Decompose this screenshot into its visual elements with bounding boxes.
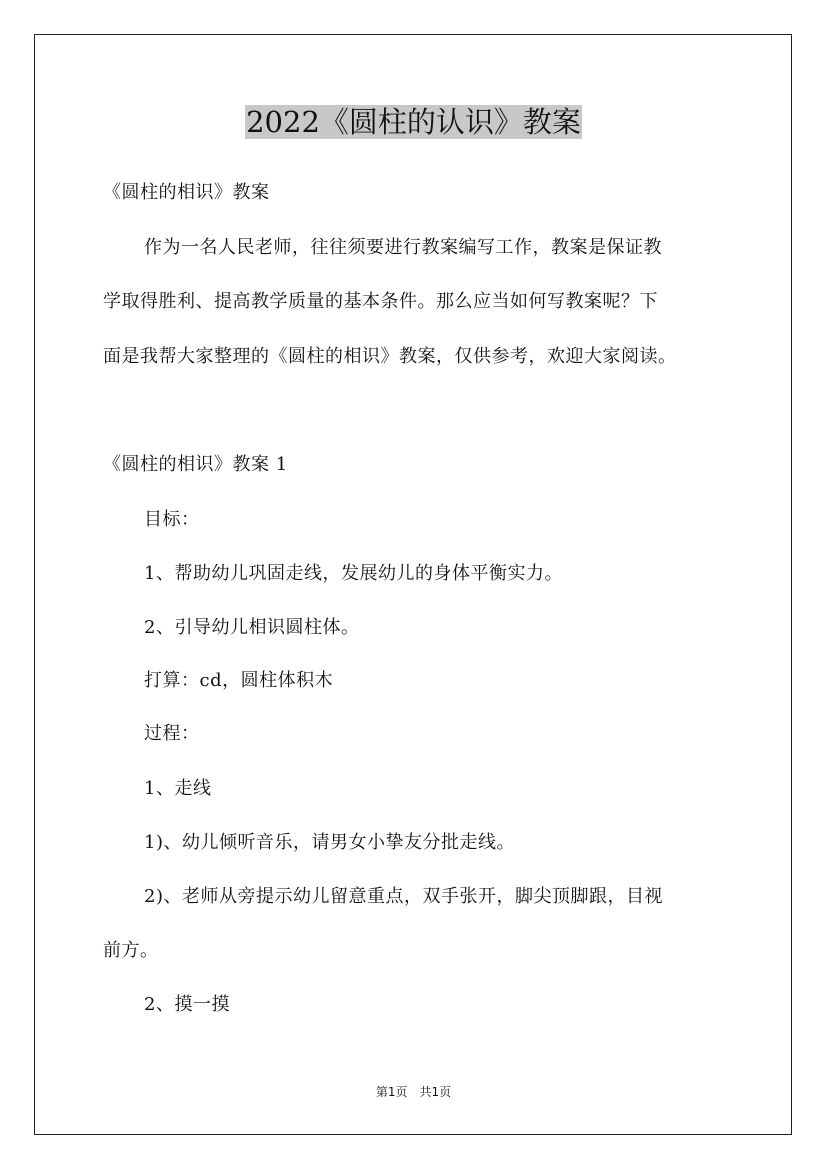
intro-line-1: 作为一名人民老师，往往须要进行教案编写工作，教案是保证教	[144, 237, 662, 258]
document-title	[0, 102, 827, 142]
process-substep-2-cont: 前方。	[103, 940, 159, 961]
lesson-plan-1-heading: 《圆柱的相识》教案 1	[103, 454, 288, 475]
goal-item-2: 2、引导幼儿相识圆柱体。	[144, 617, 360, 638]
process-step-1: 1、走线	[144, 778, 212, 799]
process-label: 过程：	[144, 723, 200, 744]
section-heading: 《圆柱的相识》教案	[103, 182, 270, 203]
page-footer: 第1页 共1页	[375, 1085, 452, 1099]
process-step-2: 2、摸一摸	[144, 994, 230, 1015]
document-title-text: 2022《圆柱的认识》教案	[246, 105, 581, 139]
goal-label: 目标：	[144, 509, 200, 530]
intro-line-2: 学取得胜利、提高教学质量的基本条件。那么应当如何写教案呢？下	[103, 291, 658, 312]
process-substep-1: 1)、幼儿倾听音乐，请男女小挚友分批走线。	[144, 832, 515, 853]
goal-item-1: 1、帮助幼儿巩固走线，发展幼儿的身体平衡实力。	[144, 563, 563, 584]
intro-line-3: 面是我帮大家整理的《圆柱的相识》教案，仅供参考，欢迎大家阅读。	[103, 346, 677, 367]
preparation-line: 打算：cd，圆柱体积木	[144, 670, 334, 691]
process-substep-2: 2)、老师从旁提示幼儿留意重点，双手张开，脚尖顶脚跟，目视	[144, 886, 663, 907]
